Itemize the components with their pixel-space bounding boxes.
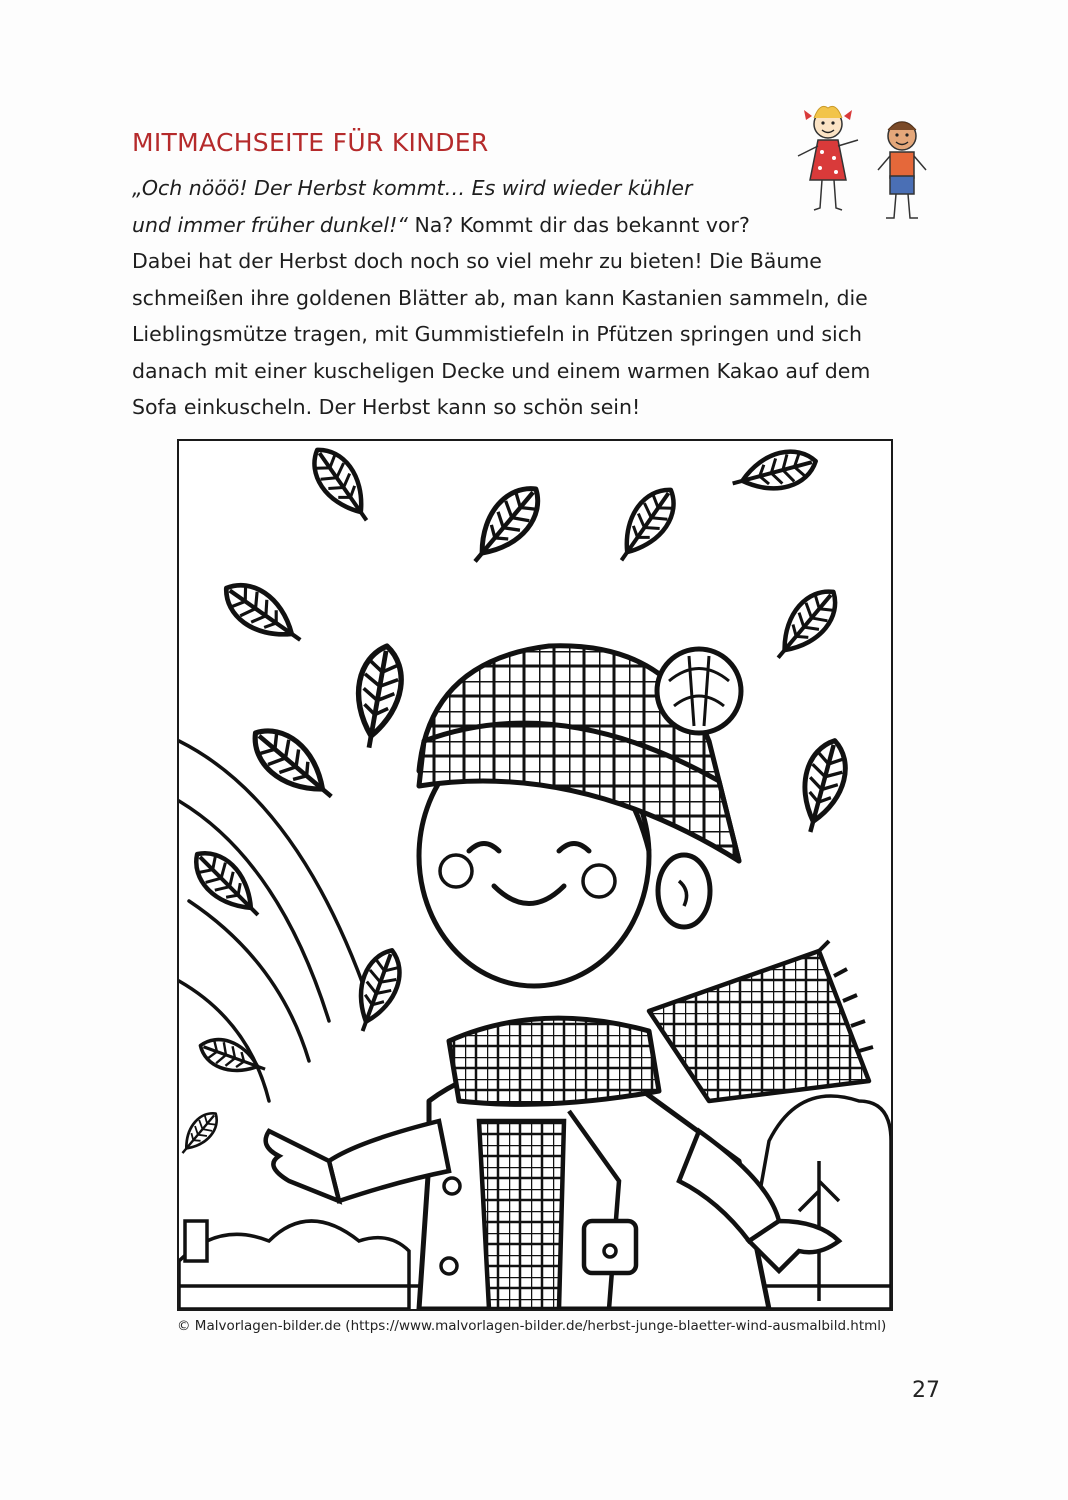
page-number: 27 — [912, 1378, 940, 1403]
intro-quote-line-1: „Och nööö! Der Herbst kommt… Es wird wieder kühler — [132, 176, 693, 200]
scarf-wrap — [449, 1018, 659, 1104]
intro-text — [132, 170, 952, 426]
intro-line-4: schmeißen ihre goldenen Blätter ab, man kann Kastanien sammeln, die — [132, 285, 868, 310]
coloring-picture-boy-autumn-leaves — [179, 441, 891, 1309]
intro-quote-line-2: und immer früher dunkel!“ — [132, 212, 408, 237]
image-credit: © Malvorlagen-bilder.de (https://www.malvorlagen-bilder.de/herbst-junge-blaetter-wind-ausmalbild.html) — [177, 1318, 887, 1334]
scarf-tail — [649, 941, 873, 1101]
intro-line-6: danach mit einer kuscheligen Decke und einem warmen Kakao auf dem — [132, 358, 871, 383]
intro-line-2-rest: Na? Kommt dir das bekannt vor? — [407, 212, 750, 237]
intro-line-7: Sofa einkuscheln. Der Herbst kann so schön sein! — [132, 395, 641, 419]
intro-line-5: Lieblingsmütze tragen, mit Gummistiefeln in Pfützen springen und sich — [132, 322, 862, 346]
coloring-picture-frame — [177, 439, 893, 1311]
intro-line-3: Dabei hat der Herbst doch noch so viel mehr zu bieten! Die Bäume — [132, 249, 822, 273]
intro-line-2 — [132, 207, 952, 244]
page-heading: MITMACHSEITE FÜR KINDER — [132, 128, 489, 157]
